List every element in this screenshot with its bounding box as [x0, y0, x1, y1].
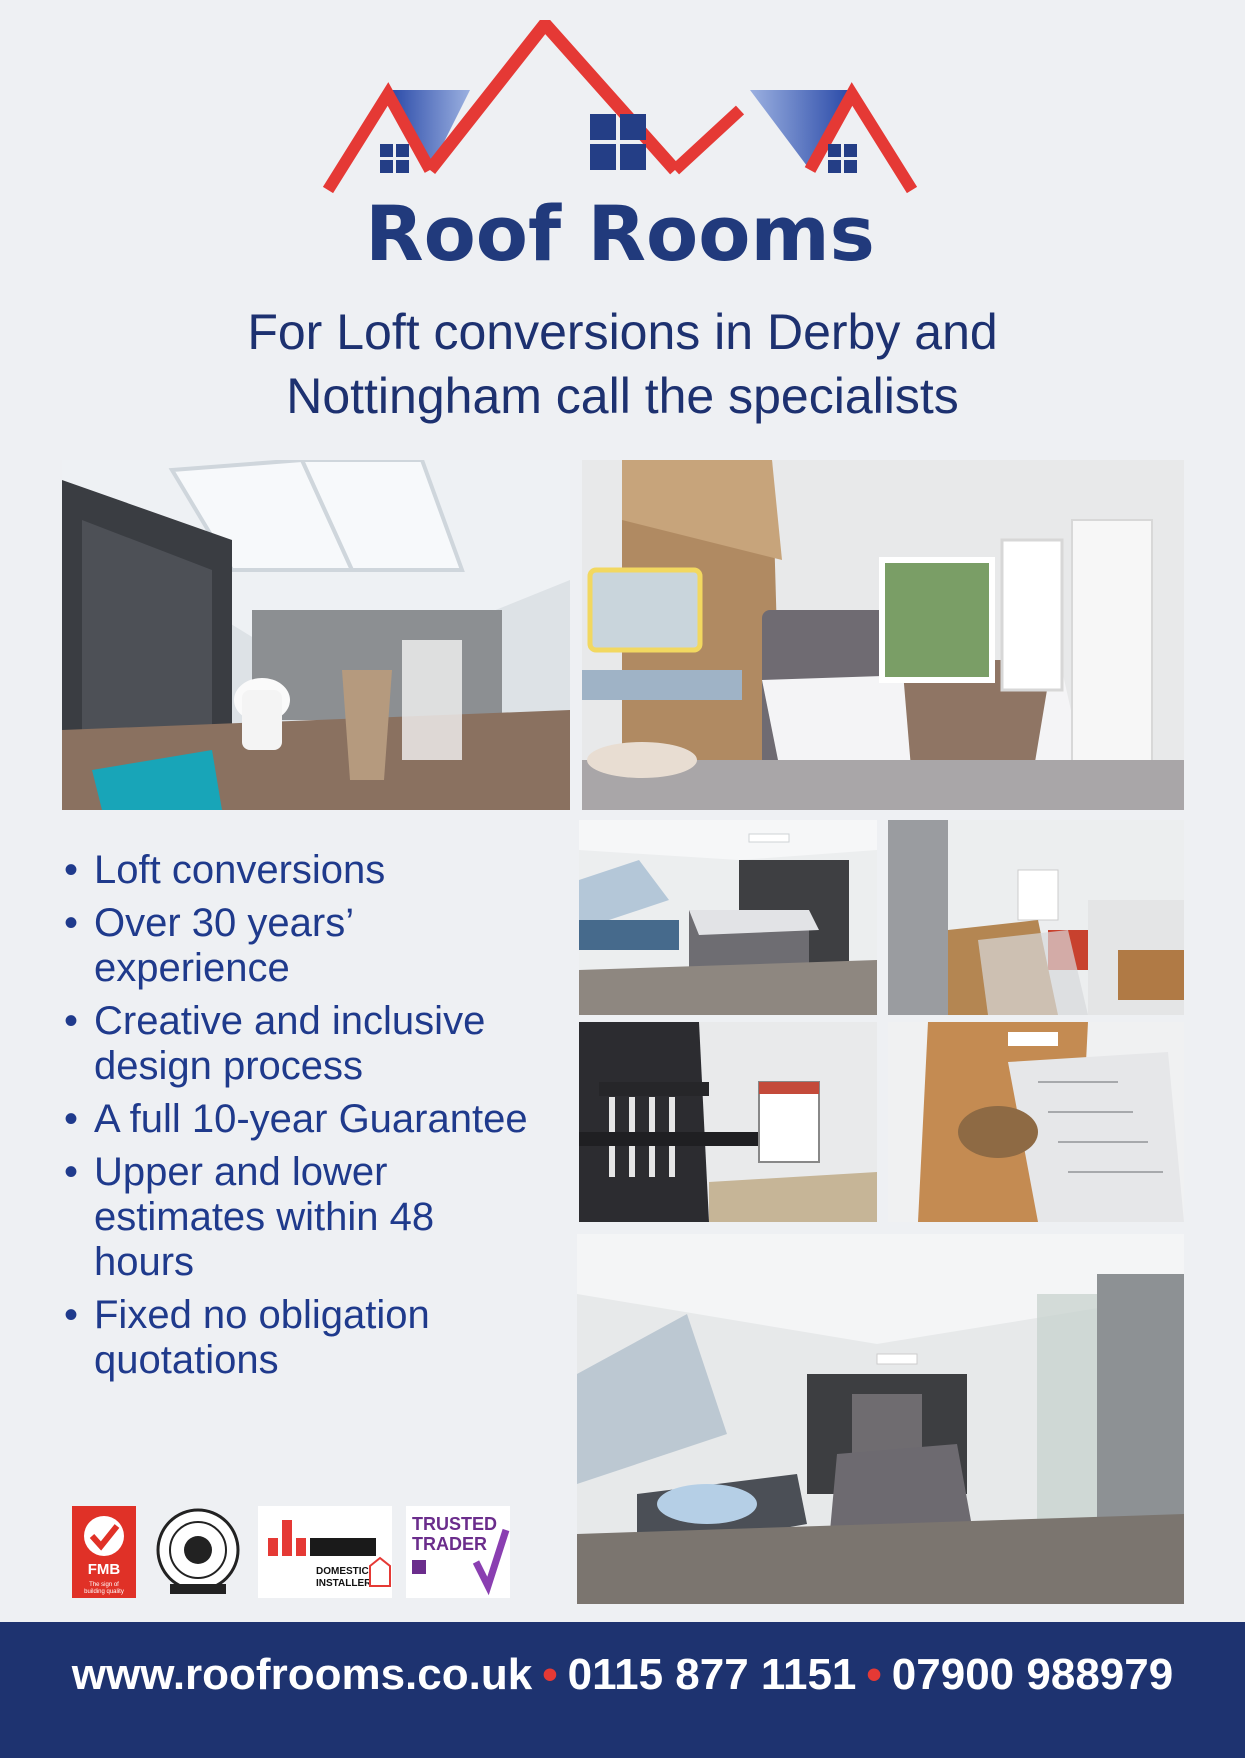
svg-text:FMB: FMB — [87, 1561, 121, 1578]
svg-text:INSTALLER: INSTALLER — [316, 1578, 372, 1589]
tagline-line-1: For Loft conversions in Derby and — [247, 304, 998, 360]
guild-master-craftsmen-badge — [154, 1506, 242, 1598]
loft-bathroom-photo — [62, 460, 570, 810]
list-item: • Creative and inclusive design process — [62, 999, 542, 1089]
list-item: • Fixed no obligation quotations — [62, 1293, 542, 1383]
trusted-trader-badge — [406, 1506, 510, 1598]
large-loft-bedroom-photo — [577, 1234, 1184, 1604]
loft-bedroom-photo — [582, 460, 1184, 810]
svg-text:building quality: building quality — [84, 1589, 124, 1595]
staircase-landing-photo — [579, 1022, 877, 1222]
bedroom-stone-wall-photo — [579, 820, 877, 1015]
niceic-badge — [258, 1506, 392, 1598]
fmb-logo-icon — [72, 1506, 136, 1598]
contact-footer — [0, 1622, 1245, 1758]
list-item: • Over 30 years’ experience — [62, 901, 542, 991]
tagline — [0, 300, 1245, 428]
roof-icon — [320, 20, 920, 200]
svg-text:DOMESTIC: DOMESTIC — [316, 1566, 369, 1577]
svg-text:TRADER: TRADER — [412, 1534, 487, 1554]
list-item: • Upper and lower estimates within 48 hours — [62, 1150, 542, 1285]
separator-dot: • — [866, 1650, 882, 1699]
website-link[interactable]: www.roofrooms.co.uk — [71, 1650, 533, 1699]
svg-text:TRUSTED: TRUSTED — [412, 1514, 497, 1534]
list-item: • A full 10-year Guarantee — [62, 1097, 542, 1142]
fmb-badge — [72, 1506, 136, 1598]
brand-name: Roof Rooms — [365, 189, 875, 278]
roof-rooms-logo — [320, 20, 920, 278]
accreditation-badges — [72, 1506, 542, 1602]
niceic-logo-icon — [258, 1506, 392, 1598]
open-stair-bedroom-photo — [888, 820, 1184, 1015]
stairwell-photo — [888, 1022, 1184, 1222]
phone-number-1[interactable]: 0115 877 1151 — [567, 1650, 857, 1699]
phone-number-2[interactable]: 07900 988979 — [891, 1650, 1174, 1699]
list-item: • Loft conversions — [62, 848, 542, 893]
services-list — [62, 848, 542, 1391]
svg-text:The sign of: The sign of — [89, 1582, 119, 1588]
trusted-trader-logo-icon — [406, 1506, 510, 1598]
guild-seal-icon — [154, 1506, 242, 1598]
separator-dot: • — [542, 1650, 558, 1699]
tagline-line-2: Nottingham call the specialists — [286, 368, 959, 424]
